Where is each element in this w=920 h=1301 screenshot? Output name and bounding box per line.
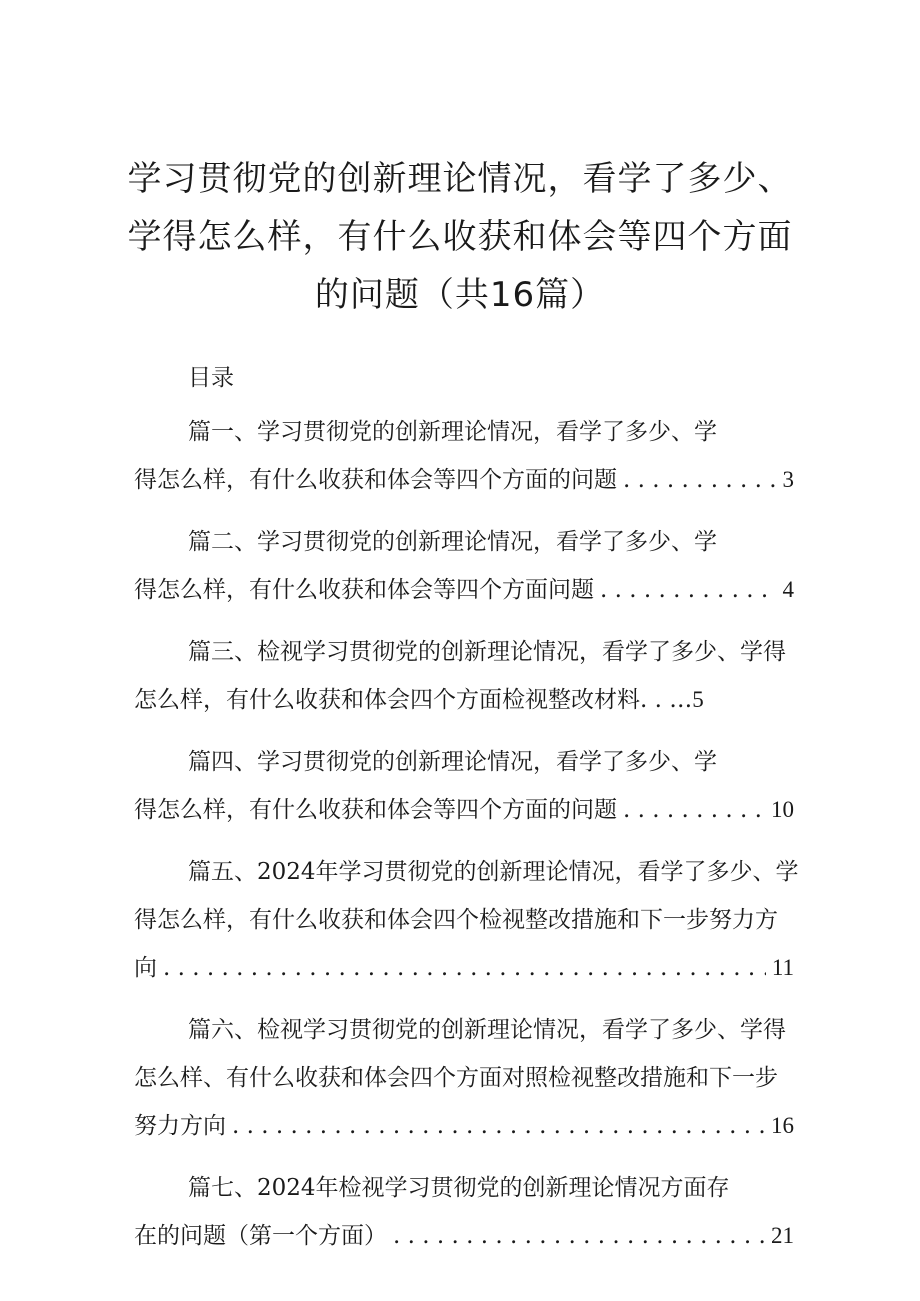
toc-entry-text: 得怎么样，有什么收获和体会等四个方面的问题	[134, 797, 617, 823]
dot-leader	[623, 786, 765, 834]
toc-heading: 目录	[188, 365, 234, 391]
toc-entry[interactable]	[0, 1164, 920, 1260]
toc-entry[interactable]	[0, 628, 920, 724]
toc-entry-last-line	[0, 1212, 794, 1260]
toc-entry[interactable]	[0, 1006, 920, 1150]
toc-page-number: 10	[771, 797, 794, 822]
toc-page-number: 11	[771, 955, 794, 980]
dot-leader	[600, 566, 777, 614]
toc-entry-text: 得怎么样，有什么收获和体会等四个方面的问题	[134, 467, 617, 493]
dot-leader	[623, 456, 777, 504]
toc-page-number: 5	[692, 687, 704, 712]
toc-entry-first-line: 篇二、学习贯彻党的创新理论情况，看学了多少、学	[188, 529, 717, 555]
toc-entry-text: 努力方向	[134, 1113, 226, 1139]
toc-entry-last-line	[0, 944, 794, 992]
dot-leader	[232, 1102, 765, 1150]
dot-leader	[393, 1212, 765, 1260]
toc-entry-line: 怎么样、有什么收获和体会四个方面对照检视整改措施和下一步	[134, 1065, 778, 1091]
toc-entry-first-line: 篇五、2024年学习贯彻党的创新理论情况，看学了多少、学	[188, 859, 799, 885]
toc-entry-first-line: 篇七、2024年检视学习贯彻党的创新理论情况方面存	[188, 1175, 730, 1201]
toc-entry-last-line	[0, 676, 920, 724]
toc-entry-first-line: 篇六、检视学习贯彻党的创新理论情况，看学了多少、学得	[188, 1017, 786, 1043]
toc-entry-text: 向	[134, 955, 157, 981]
toc-entry-first-line: 篇一、学习贯彻党的创新理论情况，看学了多少、学	[188, 419, 717, 445]
toc-entry-line: 得怎么样，有什么收获和体会四个检视整改措施和下一步努力方	[134, 907, 778, 933]
toc-entry-last-line	[0, 566, 794, 614]
toc-page-number: 4	[782, 577, 794, 602]
toc-page-number: 16	[771, 1113, 794, 1138]
toc-entry-text: 得怎么样，有什么收获和体会等四个方面问题	[134, 577, 594, 603]
toc-entry-text: 怎么样，有什么收获和体会四个方面检视整改材料. . …	[134, 687, 693, 713]
toc-entry-last-line	[0, 1102, 794, 1150]
toc-entry-first-line: 篇四、学习贯彻党的创新理论情况，看学了多少、学	[188, 749, 717, 775]
document-title	[100, 150, 820, 324]
title-line-1: 学习贯彻党的创新理论情况，看学了多少、	[127, 159, 793, 199]
toc-page-number: 3	[782, 467, 794, 492]
toc-page-number: 21	[771, 1223, 794, 1248]
title-line-2: 学得怎么样，有什么收获和体会等四个方面	[127, 217, 793, 257]
toc-entry-last-line	[0, 786, 794, 834]
toc-entry[interactable]	[0, 518, 920, 614]
title-line-3: 的问题（共16篇）	[314, 275, 606, 315]
toc-entry[interactable]	[0, 408, 920, 504]
toc-entry[interactable]	[0, 738, 920, 834]
dot-leader	[163, 944, 766, 992]
toc-entry-text: 在的问题（第一个方面）	[134, 1223, 387, 1249]
toc-entry-first-line: 篇三、检视学习贯彻党的创新理论情况，看学了多少、学得	[188, 639, 786, 665]
table-of-contents	[0, 408, 920, 1274]
toc-entry[interactable]	[0, 848, 920, 992]
toc-entry-last-line	[0, 456, 794, 504]
